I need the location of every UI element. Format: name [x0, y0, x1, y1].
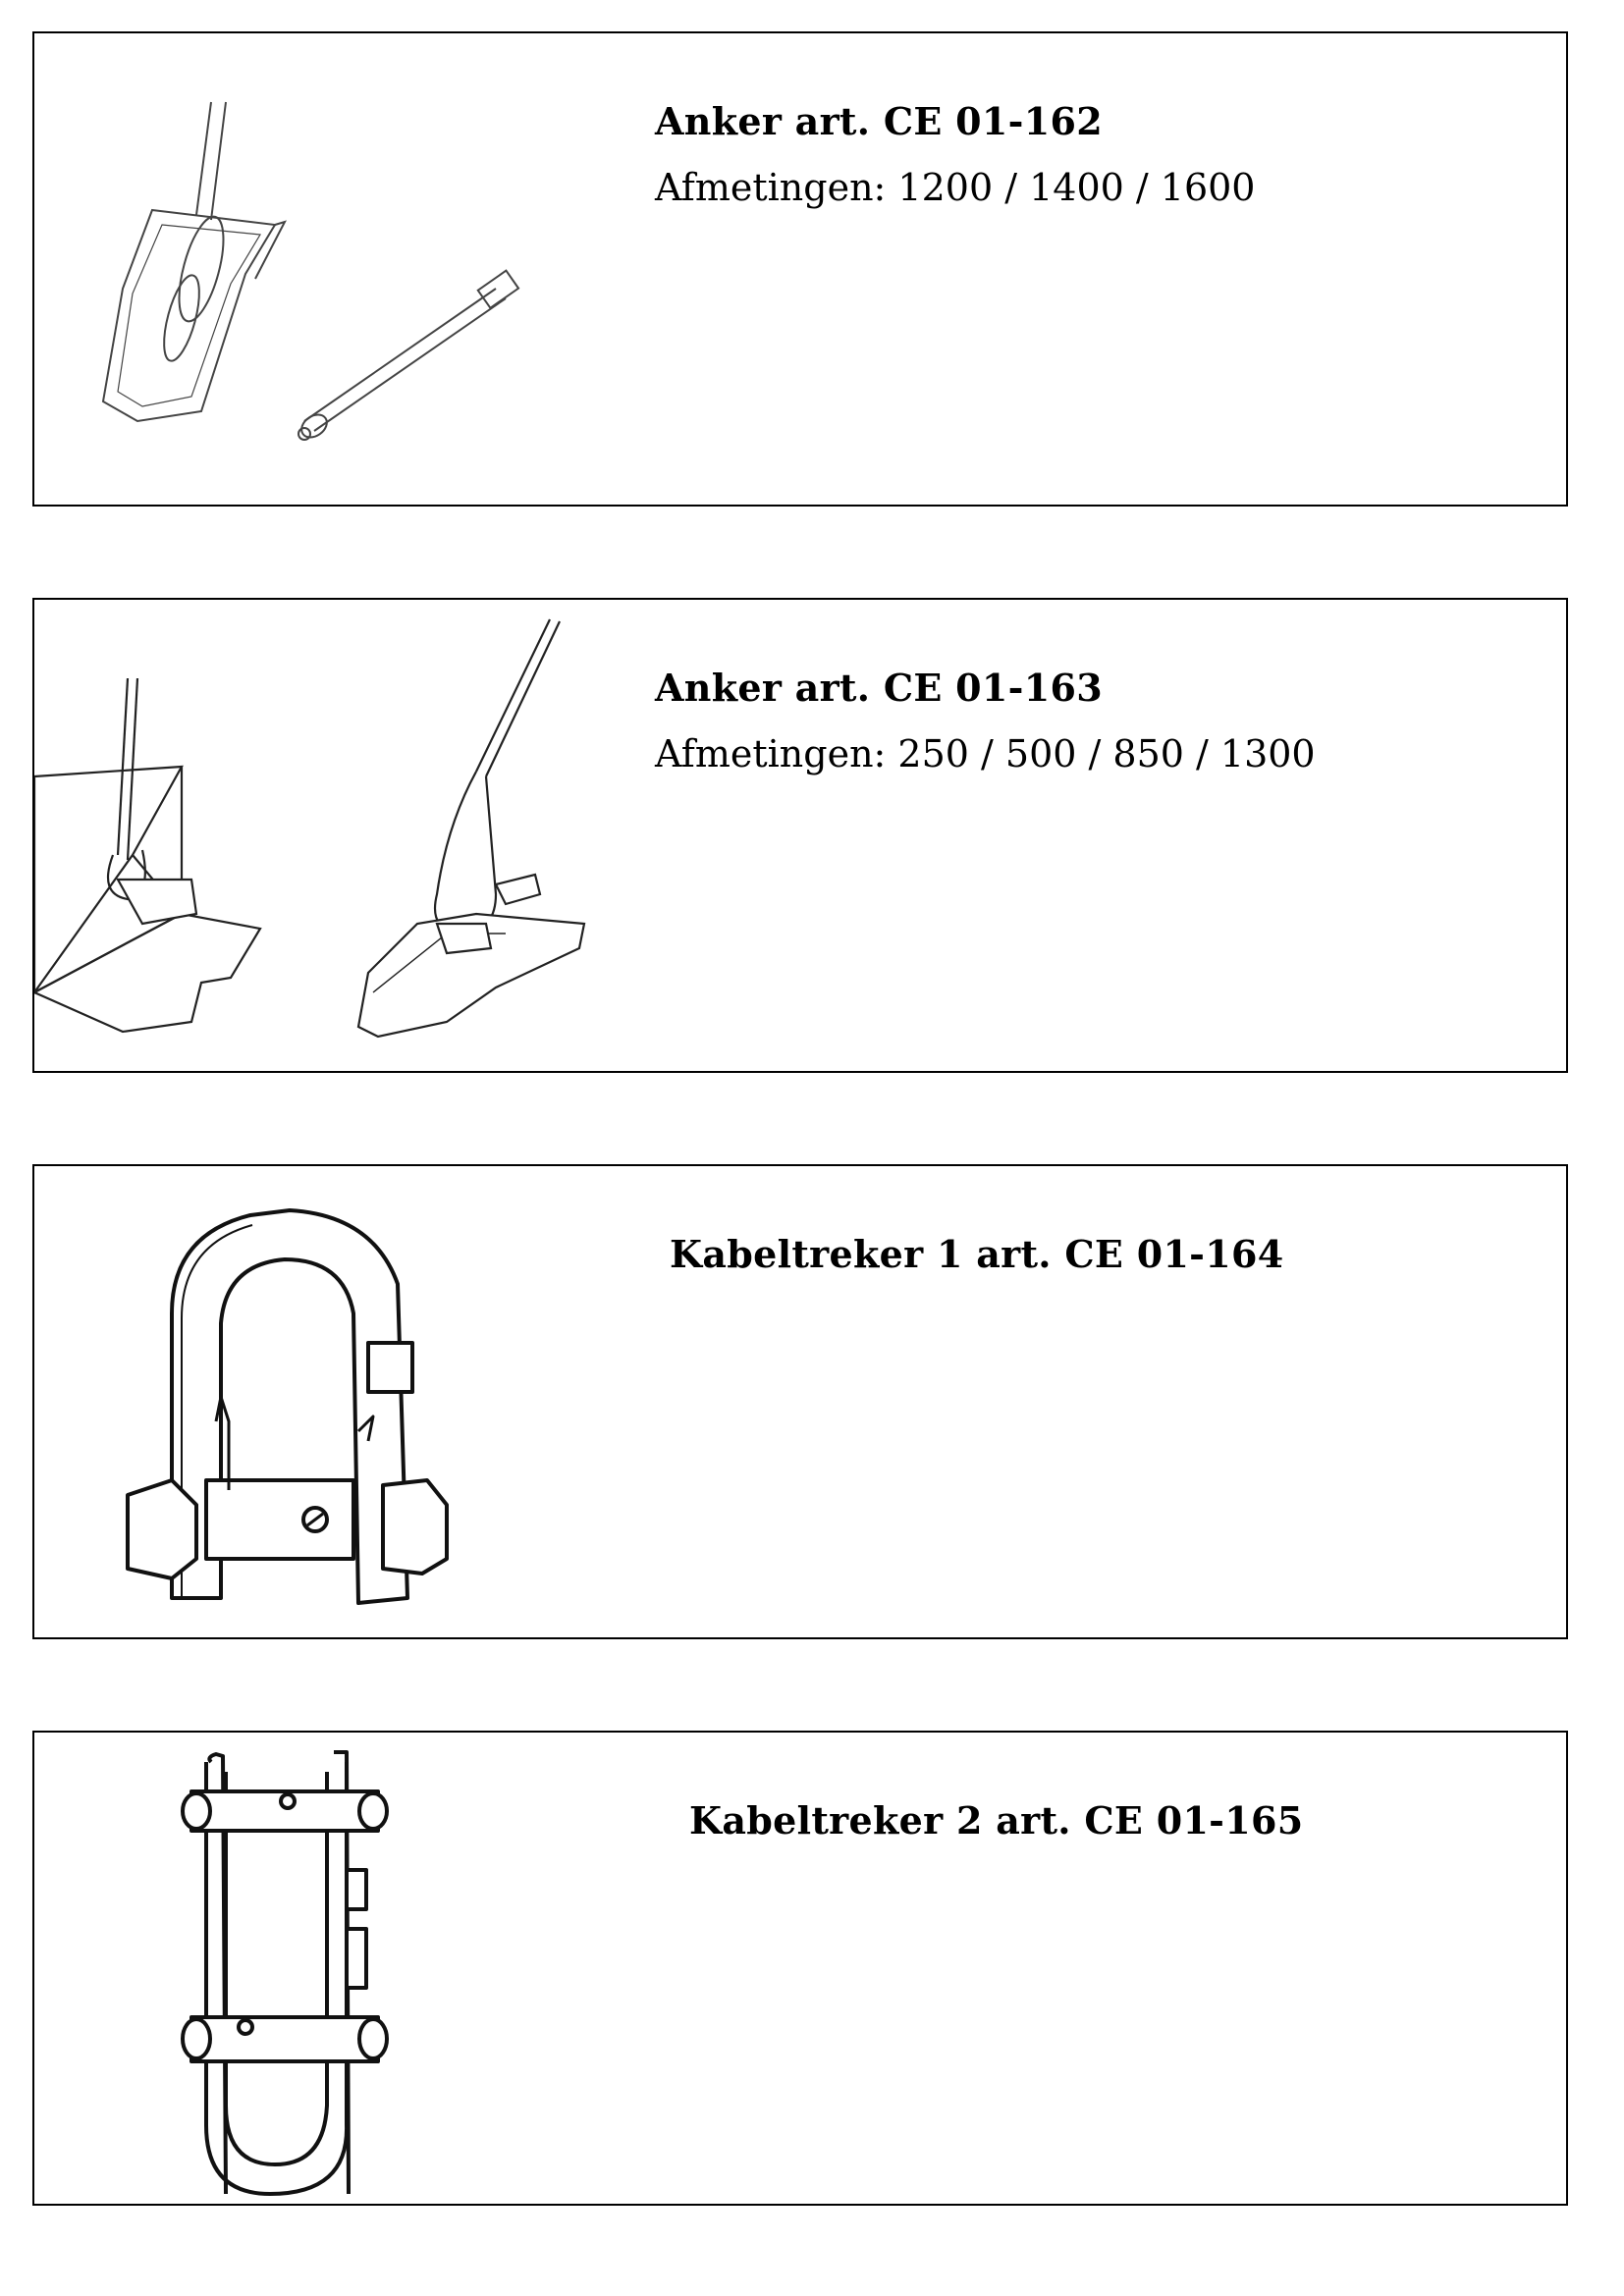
product-card-kabeltreker-164 — [32, 1164, 1568, 1639]
anker-162-illustration — [34, 33, 584, 505]
product-title: Kabeltreker 1 art. CE 01-164 — [670, 1232, 1284, 1276]
product-title: Anker art. CE 01-162 — [655, 99, 1103, 143]
product-title: Kabeltreker 2 art. CE 01-165 — [689, 1798, 1304, 1842]
product-card-kabeltreker-165 — [32, 1731, 1568, 2206]
product-title: Anker art. CE 01-163 — [655, 666, 1103, 710]
kabeltreker-164-illustration — [34, 1166, 506, 1637]
product-dimensions: Afmetingen: 1200 / 1400 / 1600 — [655, 165, 1256, 209]
anker-163-illustration — [34, 600, 623, 1071]
product-card-anker-163 — [32, 598, 1568, 1073]
kabeltreker-165-illustration — [34, 1733, 506, 2204]
product-dimensions: Afmetingen: 250 / 500 / 850 / 1300 — [655, 731, 1316, 775]
product-card-anker-162 — [32, 31, 1568, 507]
